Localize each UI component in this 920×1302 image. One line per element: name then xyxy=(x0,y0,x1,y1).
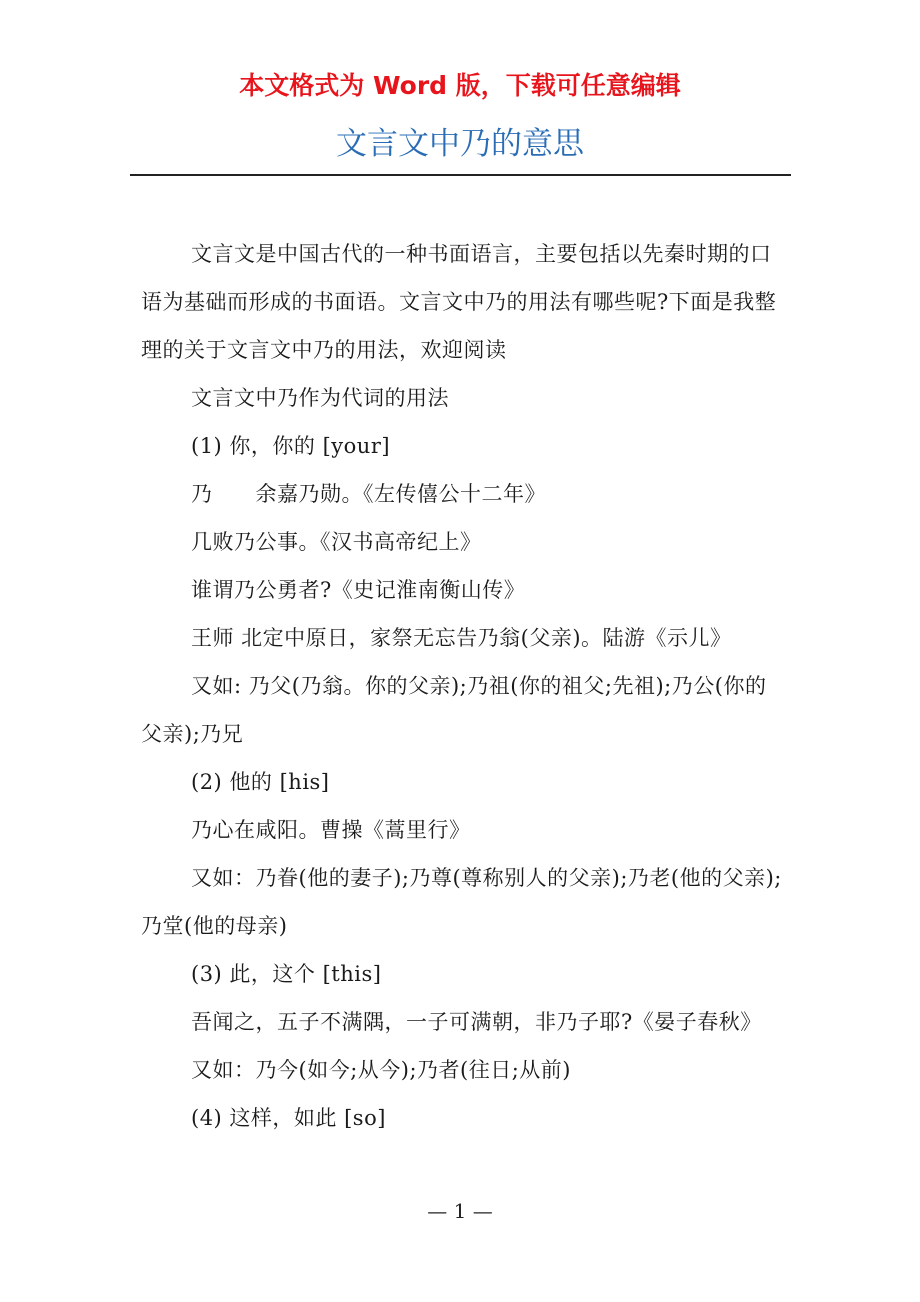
paragraph-sense-4: (4) 这样，如此 [so] xyxy=(191,1106,386,1130)
paragraph-example: 王师 北定中原日，家祭无忘告乃翁(父亲)。陆游《示儿》 xyxy=(191,626,732,650)
paragraph-more-examples: 又如: 乃父(乃翁。你的父亲);乃祖(你的祖父;先祖);乃公(你的父亲);乃兄 xyxy=(141,674,767,746)
page-number: — 1 — xyxy=(427,1199,493,1223)
paragraph-more-examples: 又如：乃今(如今;从今);乃者(往日;从前) xyxy=(191,1058,571,1082)
paragraph-example: 乃 余嘉乃勋。《左传僖公十二年》 xyxy=(191,482,546,506)
paragraph-example: 谁谓乃公勇者?《史记淮南衡山传》 xyxy=(191,578,526,602)
document-title: 文言文中乃的意思 xyxy=(336,126,584,162)
document-body xyxy=(141,230,783,1142)
paragraph-example: 几败乃公事。《汉书高帝纪上》 xyxy=(191,530,482,554)
paragraph-example: 吾闻之，五子不满隅，一子可满朝，非乃子耶?《晏子春秋》 xyxy=(191,1010,762,1034)
paragraph-sense-2: (2) 他的 [his] xyxy=(191,770,330,794)
paragraph-heading-pronoun-usage: 文言文中乃作为代词的用法 xyxy=(191,386,449,410)
title-divider xyxy=(130,174,791,176)
paragraph-intro: 文言文是中国古代的一种书面语言，主要包括以先秦时期的口语为基础而形成的书面语。文言文中乃的用法有哪些呢?下面是我整理的关于文言文中乃的用法，欢迎阅读 xyxy=(141,242,777,362)
paragraph-more-examples: 又如：乃眷(他的妻子);乃尊(尊称别人的父亲);乃老(他的父亲);乃堂(他的母亲) xyxy=(141,866,782,938)
format-banner: 本文格式为 Word 版，下载可任意编辑 xyxy=(239,71,681,100)
paragraph-sense-1: (1) 你，你的 [your] xyxy=(191,434,391,458)
paragraph-example: 乃心在咸阳。曹操《蒿里行》 xyxy=(191,818,471,842)
paragraph-sense-3: (3) 此，这个 [this] xyxy=(191,962,382,986)
